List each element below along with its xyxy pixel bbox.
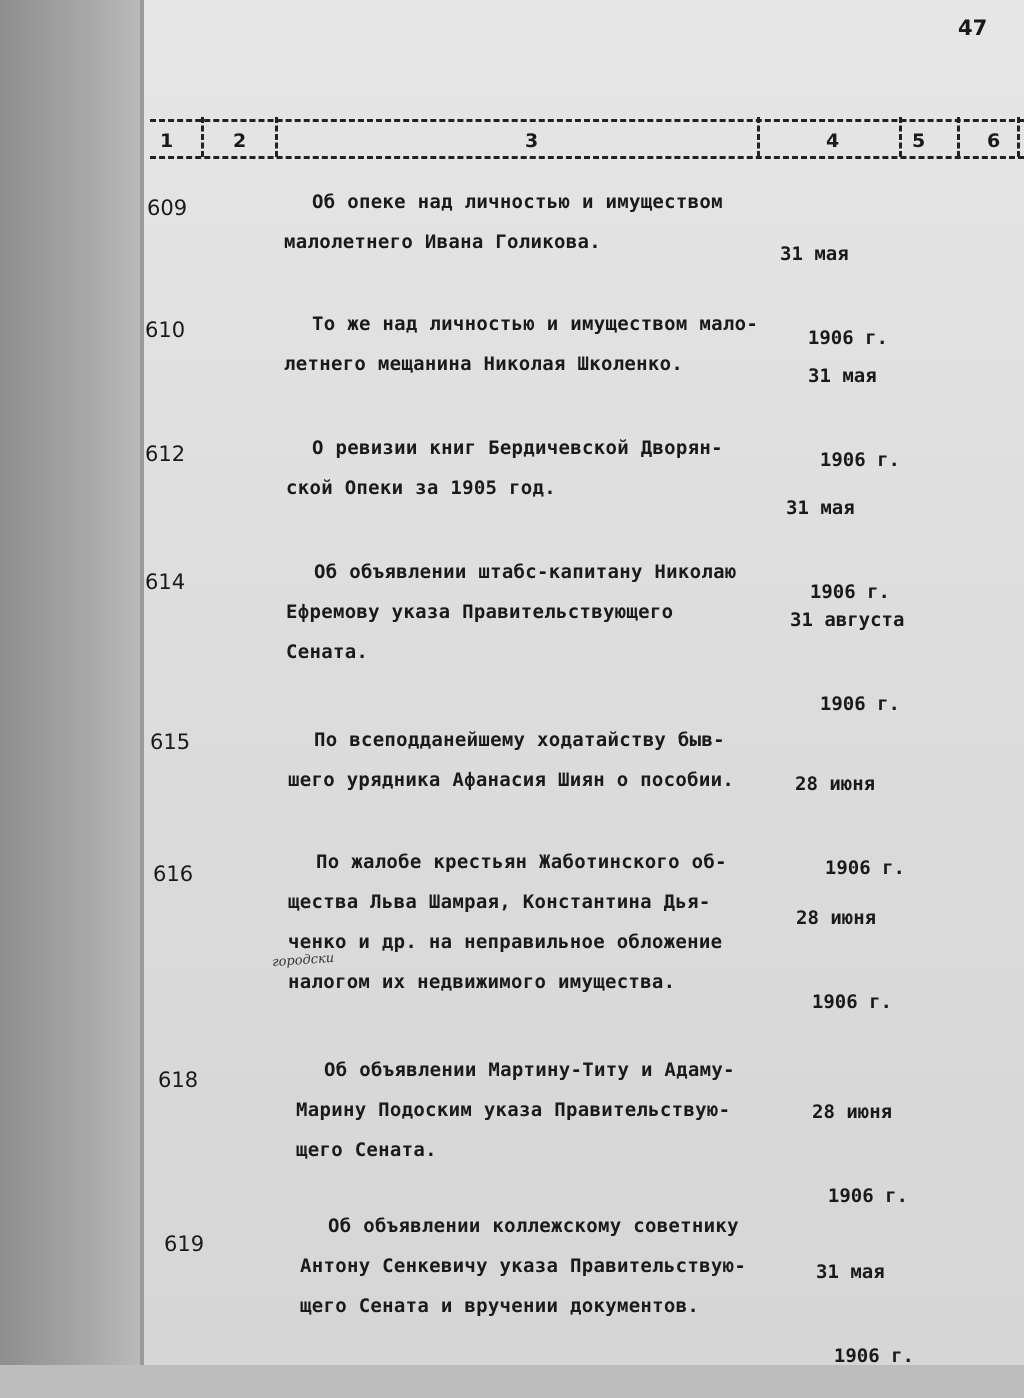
title-line: Об объявлении Мартину-Титу и Адаму-	[324, 1059, 735, 1081]
date-line: 31 мая	[780, 243, 849, 265]
page-number: 47	[958, 16, 988, 40]
entry-number: 619	[164, 1232, 205, 1256]
date-line: 1906 г.	[811, 991, 892, 1013]
entry-title	[284, 304, 758, 384]
date-line: 1906 г.	[819, 693, 900, 715]
date-line: 1906 г.	[824, 857, 905, 879]
entry-number: 615	[150, 730, 191, 754]
title-line: ской Опеки за 1905 год.	[286, 477, 556, 499]
title-line: Антону Сенкевичу указа Правительствую-	[300, 1255, 747, 1277]
title-line: Ефремову указа Правительствующего	[286, 601, 674, 623]
date-line: 1906 г.	[819, 449, 900, 471]
entry-number: 612	[145, 442, 186, 466]
date-line: 1906 г.	[833, 1345, 914, 1367]
title-line: По всеподданейшему ходатайству быв-	[314, 729, 725, 751]
entry-title	[288, 720, 734, 800]
date-line: 1906 г.	[827, 1185, 908, 1207]
header-col-6: 6	[987, 130, 1001, 152]
column-separator	[201, 117, 204, 157]
entry-number: 616	[153, 862, 194, 886]
entry-date	[796, 848, 892, 1044]
title-line: щего Сената и вручении документов.	[300, 1295, 700, 1317]
date-line: 31 мая	[816, 1261, 885, 1283]
title-line: Об объявлении коллежскому советнику	[328, 1215, 739, 1237]
title-line: Сената.	[286, 641, 369, 663]
column-separator	[1017, 117, 1020, 157]
entry-title	[288, 842, 727, 1002]
date-line: 31 мая	[786, 497, 855, 519]
binding-shadow	[0, 0, 150, 1365]
date-line: 1906 г.	[809, 581, 890, 603]
title-line: По жалобе крестьян Жаботинского об-	[316, 851, 727, 873]
date-line: 28 июня	[795, 773, 876, 795]
entry-number: 614	[145, 570, 186, 594]
date-line: 31 августа	[790, 609, 905, 631]
title-line: О ревизии книг Бердичевской Дворян-	[312, 437, 723, 459]
title-line: То же над личностью и имуществом мало-	[312, 313, 759, 335]
date-line: 31 мая	[808, 365, 877, 387]
title-line: Марину Подоским указа Правительствую-	[296, 1099, 731, 1121]
column-separator	[899, 117, 902, 157]
entry-title	[284, 182, 723, 262]
date-line: 28 июня	[812, 1101, 893, 1123]
entry-number: 609	[147, 196, 188, 220]
header-col-4: 4	[826, 130, 840, 152]
title-line: щества Льва Шамрая, Константина Дья-	[288, 891, 711, 913]
date-line: 28 июня	[796, 907, 877, 929]
header-rule-top	[150, 119, 1024, 122]
title-line: Об объявлении штабс-капитану Николаю	[314, 561, 737, 583]
column-separator	[957, 117, 960, 157]
title-line: Об опеке над личностью и имуществом	[312, 191, 723, 213]
entry-date	[816, 1202, 914, 1398]
entry-title	[300, 1206, 746, 1326]
title-line: щего Сената.	[296, 1139, 437, 1161]
handwritten-note: городски	[271, 950, 335, 971]
column-separator	[275, 117, 278, 157]
entry-title	[296, 1050, 735, 1170]
header-col-1: 1	[160, 130, 174, 152]
title-line: налогом их недвижимого имущества.	[288, 971, 676, 993]
date-line: 1906 г.	[807, 327, 888, 349]
column-separator	[757, 117, 760, 157]
title-line: малолетнего Ивана Голикова.	[284, 231, 601, 253]
entry-title	[286, 428, 723, 508]
title-line: шего урядника Афанасия Шиян о пособии.	[288, 769, 735, 791]
entry-number: 610	[145, 318, 186, 342]
entry-number: 618	[158, 1068, 199, 1092]
title-line: ченко и др. на неправильное обложение	[288, 931, 723, 953]
header-col-3: 3	[525, 130, 539, 152]
header-rule-bottom	[150, 156, 1024, 159]
header-col-5: 5	[912, 130, 926, 152]
title-line: летнего мещанина Николая Школенко.	[284, 353, 684, 375]
entry-title	[286, 552, 737, 672]
header-col-2: 2	[233, 130, 247, 152]
